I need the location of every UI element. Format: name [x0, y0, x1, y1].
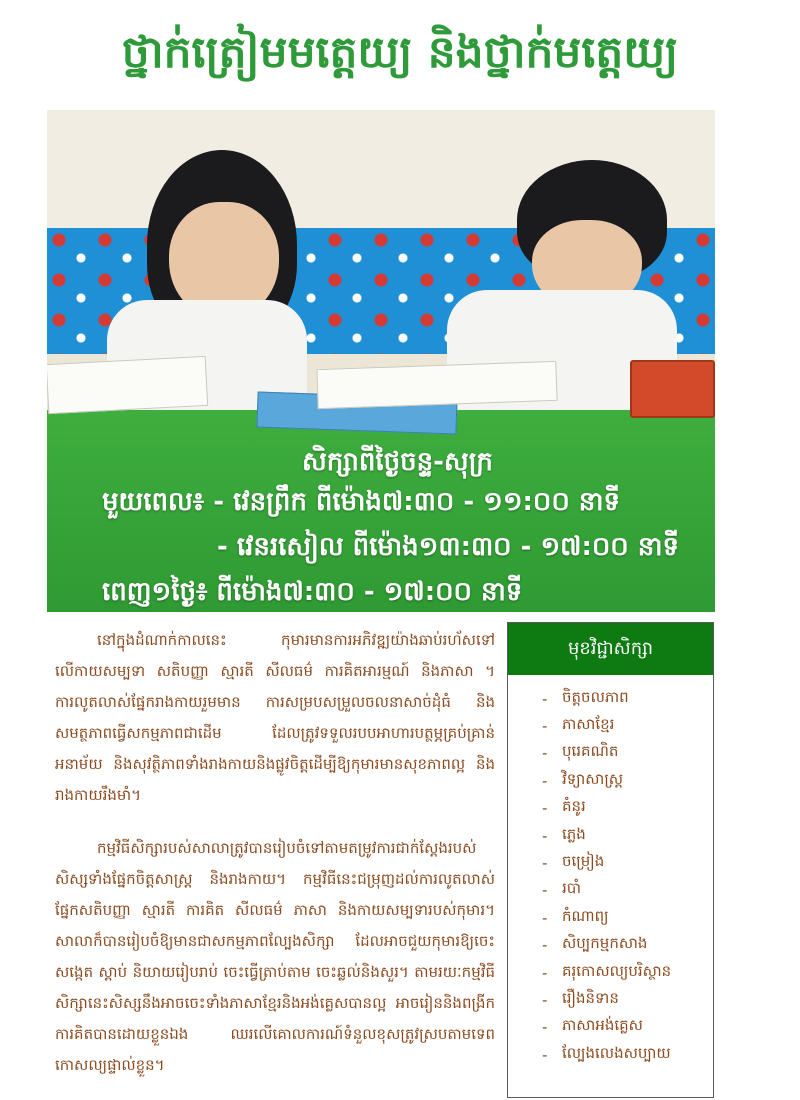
bullet-dash: - [542, 1045, 548, 1064]
photo-notebook-left [47, 356, 208, 414]
description [55, 625, 495, 1081]
bullet-dash: - [542, 689, 548, 708]
schedule-half-day-afternoon: - វេនរសៀល ពីម៉ោង១៣:៣០ - ១៧:០០ នាទី [217, 532, 680, 562]
page-title: ថ្នាក់ត្រៀមមត្តេយ្យ និងថ្នាក់មត្តេយ្យ [121, 27, 679, 78]
schedule-half-day-morning: មួយពេល៖ - វេនព្រឹក ពីម៉ោង៧:៣០ - ១១:០០ នាទី [102, 487, 621, 517]
bullet-dash: - [542, 963, 548, 982]
schedule-days: សិក្សាពីថ្ងៃចន្ទ-សុក្រ [302, 447, 493, 477]
subject-label: ភាសាអង់គ្លេស [562, 1016, 643, 1035]
bullet-dash: - [542, 936, 548, 955]
bullet-dash: - [542, 771, 548, 790]
subject-label: ល្បែងលេងសប្បាយ [562, 1043, 671, 1062]
photo-pencil-tin [630, 360, 715, 418]
bullet-dash: - [542, 854, 548, 873]
subject-label: ចម្រៀង [562, 852, 605, 871]
list-item [508, 767, 713, 794]
subject-label: វិទ្យាសាស្រ្ត [562, 769, 624, 788]
list-item [508, 877, 713, 904]
subject-label: កំណាព្យ [562, 906, 609, 925]
list-item [508, 822, 713, 849]
bullet-dash: - [542, 1018, 548, 1037]
list-item [508, 712, 713, 739]
list-item [508, 685, 713, 712]
classroom-photo [47, 110, 715, 612]
bullet-dash: - [542, 881, 548, 900]
bullet-dash: - [542, 826, 548, 845]
subjects-box [507, 622, 714, 1098]
list-item [508, 1041, 713, 1068]
list-item [508, 795, 713, 822]
description-paragraph-2: កម្មវិធីសិក្សារបស់សាលាត្រូវបានរៀបចំទៅតាមតម្រូវការជាក់ស្តែងរបស់សិស្សទាំងផ្នែកចិត្តសាស្រ្ត និងរាងកាយ។ កម្មវិធីនេះជម្រុញដល់ការលូតលាស់ផ្នែកសតិបញ្ញា ស្មារតី ការគិត សីលធម៌ ភាសា និងកាយសម្បទារបស់កុមារ។ សាលាក៏បានរៀបចំឱ្យមានជាសកម្មភាពល្បែងសិក្សា ដែលអាចជួយកុមារឱ្យចេះសង្កេត ស្តាប់ និយាយរៀបរាប់ ចេះធ្វើត្រាប់តាម ចេះឆ្លល់និងសួរ។ តាមរយៈកម្មវិធីសិក្សានេះសិស្សនឹងអាចចេះទាំងភាសាខ្មែរនិងអង់គ្លេសបានល្អ អាចរៀននិងពង្រីកការគិតបានដោយខ្លួនឯង ឈរលើគោលការណ៍ទំនួលខុសត្រូវស្របតាមទេពកោសល្យផ្ទាល់ខ្លួន។ [55, 839, 495, 1074]
subject-label: បុរេគណិត [562, 742, 619, 761]
subject-label: គរុកោសល្យបរិស្ថាន [562, 961, 672, 980]
list-item [508, 1014, 713, 1041]
bullet-dash: - [542, 744, 548, 763]
subject-label: សិប្បកម្មកសាង [562, 934, 648, 953]
list-item [508, 932, 713, 959]
bullet-dash: - [542, 990, 548, 1009]
bullet-dash: - [542, 717, 548, 736]
subjects-heading: មុខវិជ្ជាសិក្សា [508, 623, 713, 675]
subject-label: រឿងនិទាន [562, 988, 619, 1007]
list-item [508, 740, 713, 767]
list-item [508, 849, 713, 876]
subject-label: របាំ [562, 879, 582, 898]
description-paragraph-1: នៅក្នុងដំណាក់កាលនេះ កុមារមានការអភិវឌ្ឍយ៉ាងឆាប់រហ័សទៅលើកាយសម្បទា សតិបញ្ញា ស្មារតី សីលធម៌ ការគិតអារម្មណ៍ និងភាសា ។ ការលូតលាស់ផ្នែករាងកាយរួមមាន ការសម្របសម្រួលចលនាសាច់ដុំធំ និងសមត្ថភាពធ្វើសកម្មភាពជាដើម ដែលត្រូវទទួលរបបអាហារបត្ថម្ភគ្រប់គ្រាន់ អនាម័យ និងសុវត្ថិភាពទាំងរាងកាយនិងផ្លូវចិត្តដើម្បីឱ្យកុមារមានសុខភាពល្អ និងរាងកាយរឹងមាំ។ [55, 631, 495, 804]
subject-label: ចិត្តចលភាព [562, 687, 629, 706]
schedule-full-day: ពេញ១ថ្ងៃ៖ ពីម៉ោង៧:៣០ - ១៧:០០ នាទី [102, 577, 523, 607]
subjects-list [508, 675, 713, 1068]
bullet-dash: - [542, 908, 548, 927]
list-item [508, 986, 713, 1013]
subject-label: ភាសាខ្មែរ [562, 715, 615, 734]
list-item [508, 959, 713, 986]
photo-notebook-right [316, 361, 557, 409]
subject-label: គំនូរ [562, 797, 586, 816]
bullet-dash: - [542, 799, 548, 818]
subject-label: ភ្លេង [562, 824, 586, 843]
list-item [508, 904, 713, 931]
